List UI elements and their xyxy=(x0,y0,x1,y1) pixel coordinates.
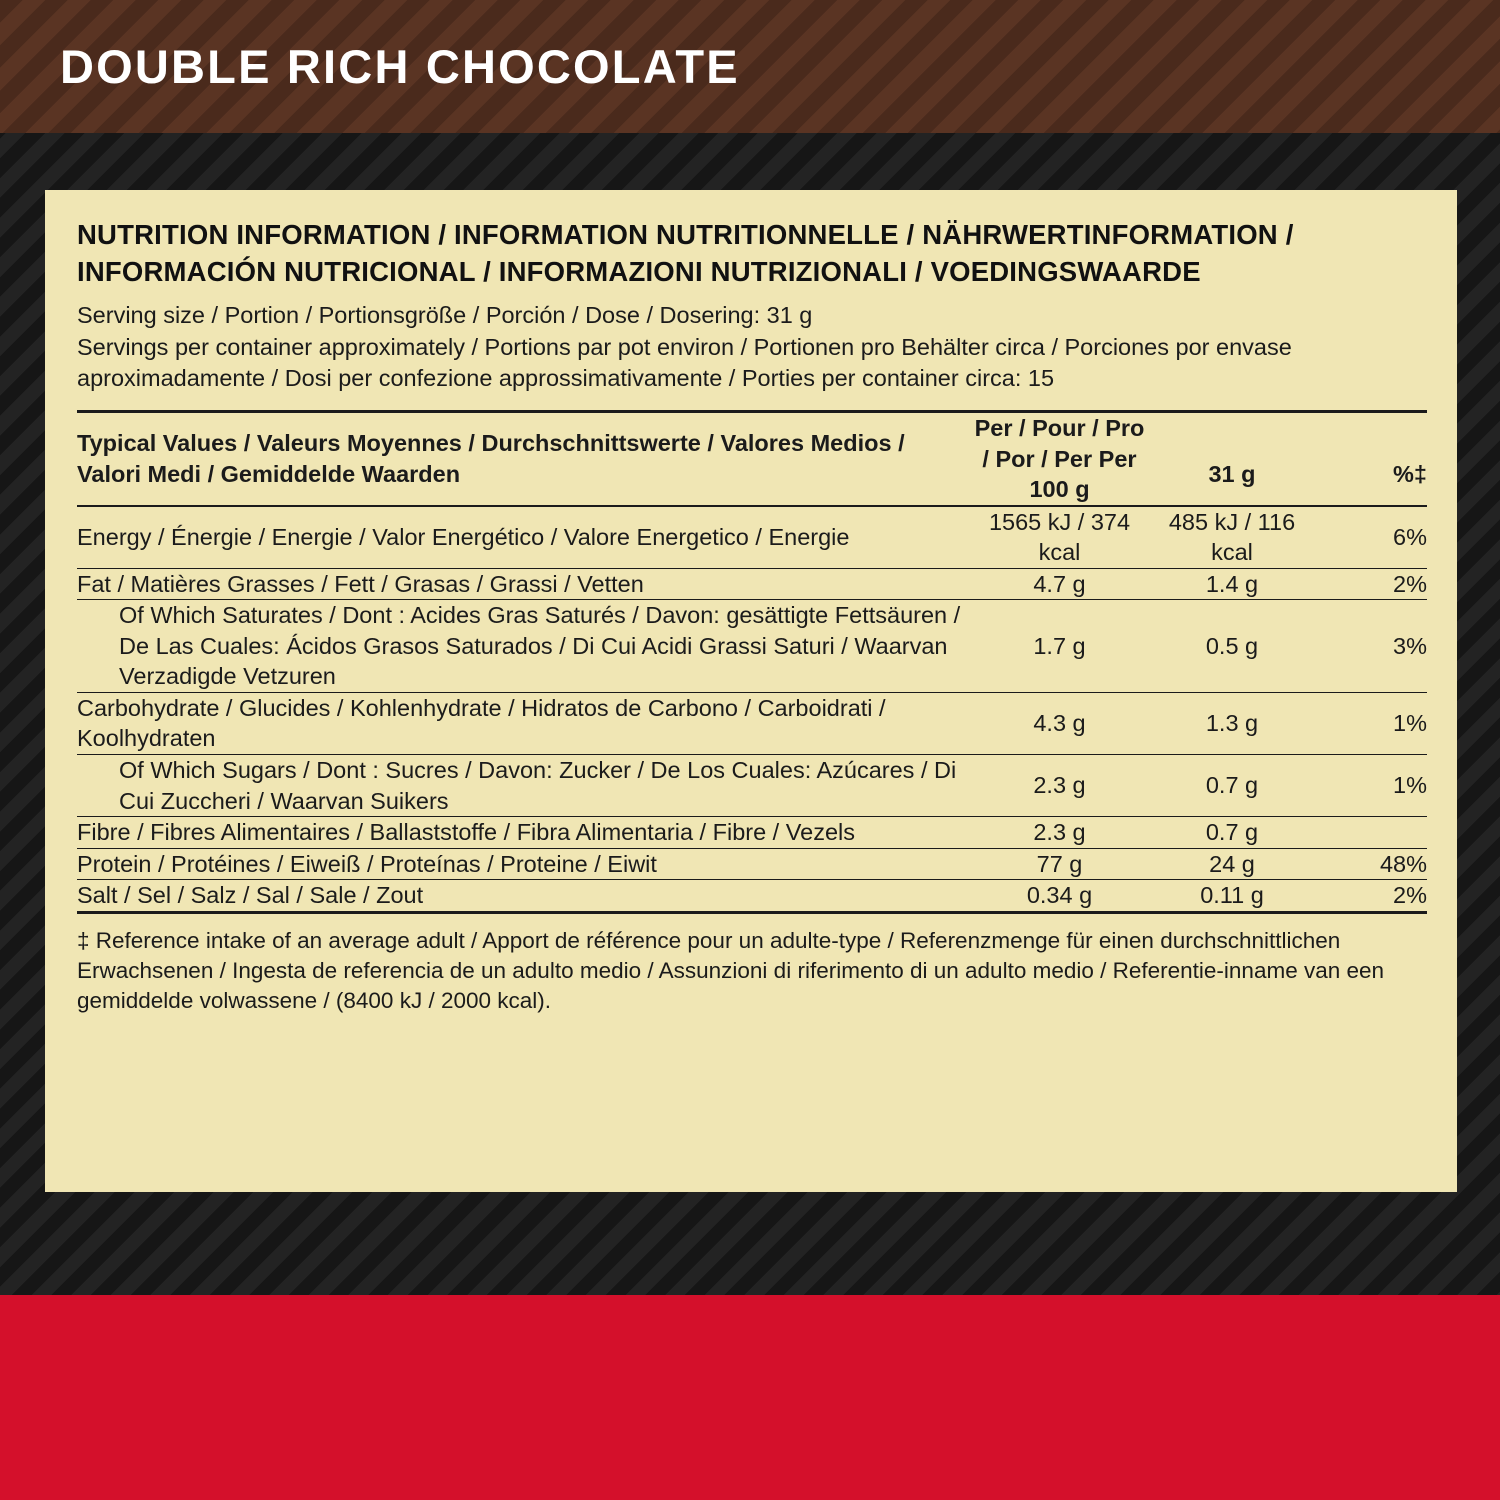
row-per-100g: 2.3 g xyxy=(972,817,1147,849)
table-row xyxy=(77,880,1427,911)
row-per-100g: 4.3 g xyxy=(972,692,1147,754)
row-percent xyxy=(1317,817,1427,849)
row-per-100g: 77 g xyxy=(972,848,1147,880)
header-percent-line2: %‡ xyxy=(1393,460,1427,487)
row-label: Energy / Énergie / Energie / Valor Energético / Valore Energetico / Energie xyxy=(77,506,972,569)
header-per-serving-line2: 31 g xyxy=(1208,460,1256,487)
footer-color-bar xyxy=(0,1295,1500,1500)
serving-size-line: Serving size / Portion / Portionsgröße / Porción / Dose / Dosering: 31 g xyxy=(77,302,813,329)
row-per-100g: 1.7 g xyxy=(972,600,1147,693)
row-percent: 1% xyxy=(1317,755,1427,817)
servings-per-container-line: Servings per container approximately / Portions par pot environ / Portionen pro Behälter circa / Porciones por envase aproximadamente / Dosi per confezione approssimativamente / Porties per container circa: 15 xyxy=(77,333,1292,391)
row-per-100g: 4.7 g xyxy=(972,568,1147,600)
row-label: Fibre / Fibres Alimentaires / Ballaststoffe / Fibra Alimentaria / Fibre / Vezels xyxy=(77,817,972,849)
row-per-serving: 1.3 g xyxy=(1147,692,1317,754)
table-row xyxy=(77,817,1427,849)
row-percent: 1% xyxy=(1317,692,1427,754)
row-label: Fat / Matières Grasses / Fett / Grasas / Grassi / Vetten xyxy=(77,568,972,600)
header-typical-values: Typical Values / Valeurs Moyennes / Durchschnittswerte / Valores Medios / Valori Medi / Gemiddelde Waarden xyxy=(77,412,972,506)
row-per-100g: 0.34 g xyxy=(972,880,1147,911)
row-per-serving: 0.11 g xyxy=(1147,880,1317,911)
row-label: Of Which Sugars / Dont : Sucres / Davon: Zucker / De Los Cuales: Azúcares / Di Cui Zuccheri / Waarvan Suikers xyxy=(77,755,972,817)
row-per-serving: 24 g xyxy=(1147,848,1317,880)
row-per-100g: 1565 kJ / 374 kcal xyxy=(972,506,1147,569)
table-row xyxy=(77,600,1427,693)
row-per-serving: 1.4 g xyxy=(1147,568,1317,600)
row-per-100g: 2.3 g xyxy=(972,755,1147,817)
header-percent-line1 xyxy=(1317,428,1427,459)
product-flavour-title: DOUBLE RICH CHOCOLATE xyxy=(60,40,740,93)
header-per-serving-line1 xyxy=(1147,428,1317,459)
nutrition-table-header-row xyxy=(77,412,1427,506)
row-label: Of Which Saturates / Dont : Acides Gras Saturés / Davon: gesättigte Fettsäuren / De Las Cuales: Ácidos Grasos Saturados / Di Cui Acidi Grassi Saturi / Waarvan Verzadigde Vetzuren xyxy=(77,600,972,693)
header-per-100g xyxy=(972,412,1147,506)
table-row xyxy=(77,506,1427,569)
product-banner xyxy=(0,0,1500,133)
row-per-serving: 0.5 g xyxy=(1147,600,1317,693)
row-label: Carbohydrate / Glucides / Kohlenhydrate / Hidratos de Carbono / Carboidrati / Koolhydraten xyxy=(77,692,972,754)
row-per-serving: 0.7 g xyxy=(1147,817,1317,849)
row-label: Protein / Protéines / Eiweiß / Proteínas / Proteine / Eiwit xyxy=(77,848,972,880)
row-percent: 2% xyxy=(1317,880,1427,911)
table-row xyxy=(77,568,1427,600)
row-per-serving: 485 kJ / 116 kcal xyxy=(1147,506,1317,569)
table-row xyxy=(77,755,1427,817)
table-row xyxy=(77,848,1427,880)
reference-intake-footnote: ‡ Reference intake of an average adult / Apport de référence pour un adulte-type / Referenzmenge für einen durchschnittlichen Erwachsenen / Ingesta de referencia de un adulto medio / Assunzioni di riferimento di un adulto medio / Referentie-inname van een gemiddelde volwassene / (8400 kJ / 2000 kcal). xyxy=(77,911,1427,1016)
header-per-100g-line2: 100 g xyxy=(1029,476,1090,503)
header-percent xyxy=(1317,412,1427,506)
row-percent: 2% xyxy=(1317,568,1427,600)
row-label: Salt / Sel / Salz / Sal / Sale / Zout xyxy=(77,880,972,911)
header-per-serving xyxy=(1147,412,1317,506)
header-per-100g-line1: Per / Pour / Pro / Por / Per Per xyxy=(974,415,1145,472)
row-percent: 48% xyxy=(1317,848,1427,880)
table-row xyxy=(77,692,1427,754)
nutrition-table-body xyxy=(77,506,1427,911)
serving-info xyxy=(77,300,1427,394)
row-percent: 3% xyxy=(1317,600,1427,693)
nutrition-table xyxy=(77,410,1427,911)
row-percent: 6% xyxy=(1317,506,1427,569)
nutrition-panel-title: NUTRITION INFORMATION / INFORMATION NUTRITIONNELLE / NÄHRWERTINFORMATION / INFORMACIÓN NUTRICIONAL / INFORMAZIONI NUTRIZIONALI / VOEDINGSWAARDE xyxy=(77,219,1294,288)
nutrition-panel xyxy=(45,190,1457,1192)
row-per-serving: 0.7 g xyxy=(1147,755,1317,817)
